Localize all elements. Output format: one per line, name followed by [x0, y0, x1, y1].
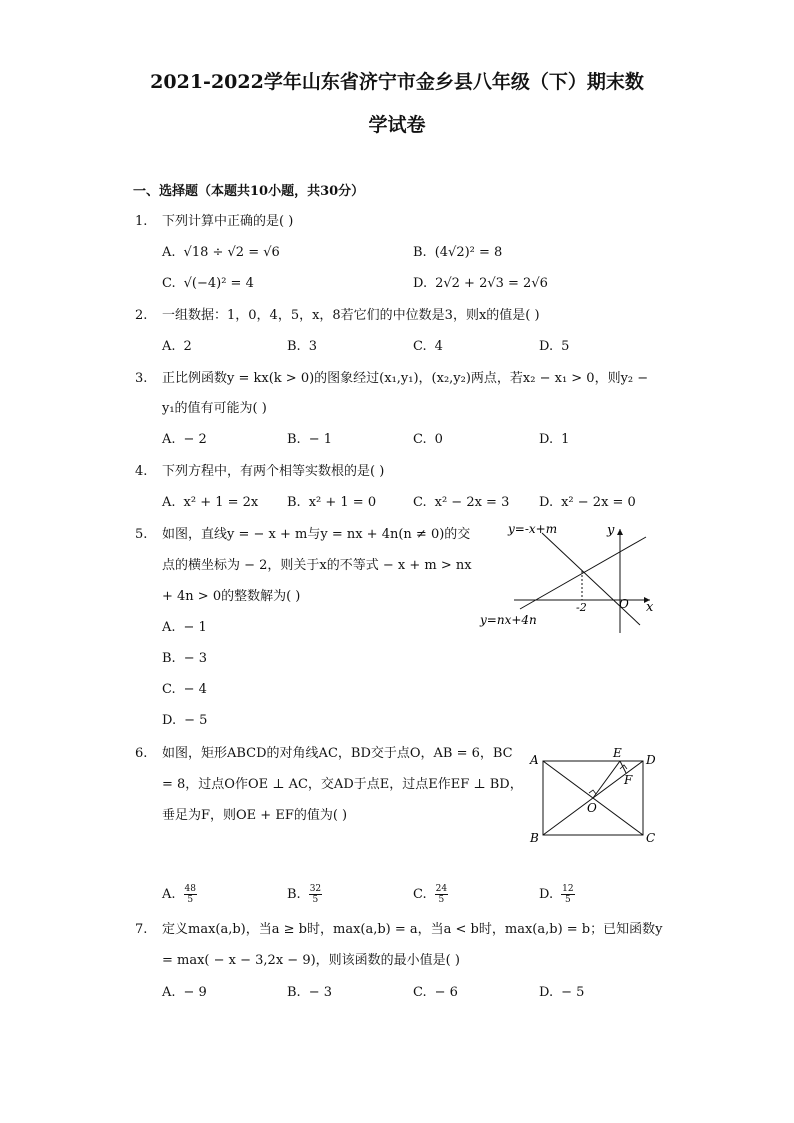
option-text: 2√2 + 2√3 = 2√6: [435, 276, 548, 291]
q3-stem-line1: 正比例函数y = kx(k > 0)的图象经过(x₁,y₁)，(x₂,y₂)两点，若x₂ − x₁ > 0，则y₂ −: [162, 371, 649, 386]
option-label: D.: [162, 713, 177, 728]
q4-option-c: [413, 494, 509, 512]
line-y-neg-x-plus-m: [542, 533, 640, 625]
q6-option-a: [162, 884, 197, 905]
right-angle-o: [589, 790, 596, 794]
q6-number: 6.: [135, 746, 148, 761]
q4-option-d: [539, 494, 636, 512]
q3-number: 3.: [135, 371, 148, 386]
q4-number: 4.: [135, 464, 148, 479]
option-text: x² − 2x = 0: [561, 495, 636, 510]
option-label: B.: [287, 339, 301, 354]
q1-option-b: [413, 244, 502, 262]
q7-option-c: [413, 984, 458, 1002]
option-label: C.: [413, 887, 427, 902]
option-label: B.: [287, 432, 301, 447]
section-heading: 一、选择题（本题共10小题，共30分）: [133, 184, 365, 199]
q5-option-b: [162, 650, 207, 668]
fraction-numerator: 32: [309, 884, 322, 894]
label-neg-two: -2: [576, 601, 587, 614]
fraction: [561, 884, 574, 905]
q2-option-a: [162, 338, 192, 356]
option-text: − 9: [183, 985, 207, 1000]
option-text: − 3: [308, 985, 332, 1000]
q7-option-b: [287, 984, 332, 1002]
option-label: A.: [162, 339, 176, 354]
q3-option-d: [539, 431, 569, 449]
option-label: D.: [539, 495, 554, 510]
option-text: 1: [561, 432, 570, 447]
option-label: D.: [413, 276, 428, 291]
option-label: B.: [287, 887, 301, 902]
q3-option-a: [162, 431, 207, 449]
fraction: [184, 884, 197, 905]
q5-number: 5.: [135, 527, 148, 542]
option-label: B.: [162, 651, 176, 666]
option-label: A.: [162, 495, 176, 510]
q7-option-d: [539, 984, 584, 1002]
q5-option-a: [162, 619, 207, 637]
option-label: B.: [413, 245, 427, 260]
fraction-numerator: 24: [435, 884, 448, 894]
option-label: C.: [413, 432, 427, 447]
option-text: 4: [434, 339, 443, 354]
option-label: D.: [539, 339, 554, 354]
q6-stem-line2: = 8，过点O作OE ⊥ AC，交AD于点E，过点E作EF ⊥ BD，: [162, 777, 523, 792]
option-text: x² + 1 = 2x: [183, 495, 259, 510]
q5-figure: [470, 515, 670, 635]
option-label: D.: [539, 985, 554, 1000]
label-e: E: [613, 746, 622, 760]
option-label: C.: [413, 495, 427, 510]
label-f: F: [624, 773, 633, 787]
q1-option-a: [162, 244, 280, 262]
option-text: − 4: [183, 682, 207, 697]
option-text: x² + 1 = 0: [308, 495, 377, 510]
option-label: A.: [162, 432, 176, 447]
fraction-denominator: 5: [438, 895, 445, 905]
fraction-denominator: 5: [564, 895, 571, 905]
option-text: 5: [561, 339, 570, 354]
label-c: C: [646, 831, 656, 845]
y-axis-arrow: [617, 529, 623, 535]
option-label: C.: [162, 682, 176, 697]
option-label: B.: [287, 985, 301, 1000]
q2-option-c: [413, 338, 443, 356]
q1-stem: 下列计算中正确的是( ): [162, 214, 294, 229]
option-text: − 5: [184, 713, 208, 728]
fraction: [435, 884, 448, 905]
option-text: x² − 2x = 3: [434, 495, 510, 510]
q6-option-c: [413, 884, 448, 905]
label-line2: y=nx+4n: [480, 613, 537, 627]
option-text: √(−4)² = 4: [183, 276, 254, 291]
q5-stem-line2: 点的横坐标为 − 2，则关于x的不等式 − x + m > nx: [162, 558, 472, 573]
fraction-denominator: 5: [187, 895, 194, 905]
option-label: B.: [287, 495, 301, 510]
q7-stem-line1: 定义max(a,b)，当a ≥ b时，max(a,b) = a，当a < b时，max(a,b) = b；已知函数y: [162, 922, 663, 937]
option-text: − 6: [434, 985, 458, 1000]
fraction-numerator: 12: [562, 884, 574, 894]
option-label: A.: [162, 620, 176, 635]
label-b: B: [530, 831, 539, 845]
option-text: 3: [308, 339, 317, 354]
option-label: C.: [413, 339, 427, 354]
option-label: D.: [539, 887, 554, 902]
q1-number: 1.: [135, 214, 148, 229]
label-d: D: [646, 753, 656, 767]
label-o: O: [587, 801, 597, 815]
q6-stem-line1: 如图，矩形ABCD的对角线AC，BD交于点O，AB = 6，BC: [162, 746, 513, 761]
q6-option-d: [539, 884, 575, 905]
q7-option-a: [162, 984, 207, 1002]
q3-option-c: [413, 431, 443, 449]
q1-option-d: [413, 275, 548, 293]
option-text: − 3: [183, 651, 207, 666]
label-line1: y=-x+m: [508, 522, 558, 536]
option-text: 2: [183, 339, 192, 354]
q2-option-b: [287, 338, 317, 356]
option-text: − 1: [308, 432, 332, 447]
q5-option-c: [162, 681, 207, 699]
option-label: D.: [539, 432, 554, 447]
q5-option-d: [162, 712, 207, 730]
q2-option-d: [539, 338, 569, 356]
label-y: y: [607, 523, 615, 538]
q1-option-c: [162, 275, 254, 293]
q2-number: 2.: [135, 308, 148, 323]
q6-option-b: [287, 884, 322, 905]
q7-number: 7.: [135, 922, 148, 937]
option-label: A.: [162, 245, 176, 260]
label-x: x: [646, 600, 654, 615]
q7-stem-line2: = max( − x − 3,2x − 9)，则该函数的最小值是( ): [162, 953, 460, 968]
option-label: A.: [162, 985, 176, 1000]
fraction-denominator: 5: [312, 895, 319, 905]
option-text: − 5: [561, 985, 585, 1000]
q5-stem-line1: 如图，直线y = − x + m与y = nx + 4n(n ≠ 0)的交: [162, 527, 471, 542]
option-label: A.: [162, 887, 176, 902]
q6-figure: [525, 745, 665, 850]
q2-stem: 一组数据：1，0，4，5，x，8若它们的中位数是3，则x的值是( ): [162, 308, 540, 323]
q6-stem-line3: 垂足为F，则OE + EF的值为( ): [162, 808, 348, 823]
page-title-line2: 学试卷: [368, 114, 426, 136]
q5-stem-line3: + 4n > 0的整数解为( ): [162, 589, 301, 604]
q3-stem-line2: y₁的值有可能为( ): [162, 401, 267, 416]
q4-stem: 下列方程中，有两个相等实数根的是( ): [162, 464, 385, 479]
fraction: [309, 884, 322, 905]
option-text: (4√2)² = 8: [434, 245, 503, 260]
option-text: 0: [434, 432, 443, 447]
q3-option-b: [287, 431, 332, 449]
q4-option-a: [162, 494, 258, 512]
label-a: A: [530, 753, 539, 767]
label-origin: O: [619, 597, 629, 611]
page-title-line1: 2021-2022学年山东省济宁市金乡县八年级（下）期末数: [150, 71, 644, 93]
fraction-numerator: 48: [184, 884, 196, 894]
option-text: − 1: [183, 620, 207, 635]
option-label: C.: [413, 985, 427, 1000]
q4-option-b: [287, 494, 376, 512]
segment-oe: [593, 761, 620, 798]
option-text: √18 ÷ √2 = √6: [183, 245, 280, 260]
option-text: − 2: [183, 432, 207, 447]
option-label: C.: [162, 276, 176, 291]
